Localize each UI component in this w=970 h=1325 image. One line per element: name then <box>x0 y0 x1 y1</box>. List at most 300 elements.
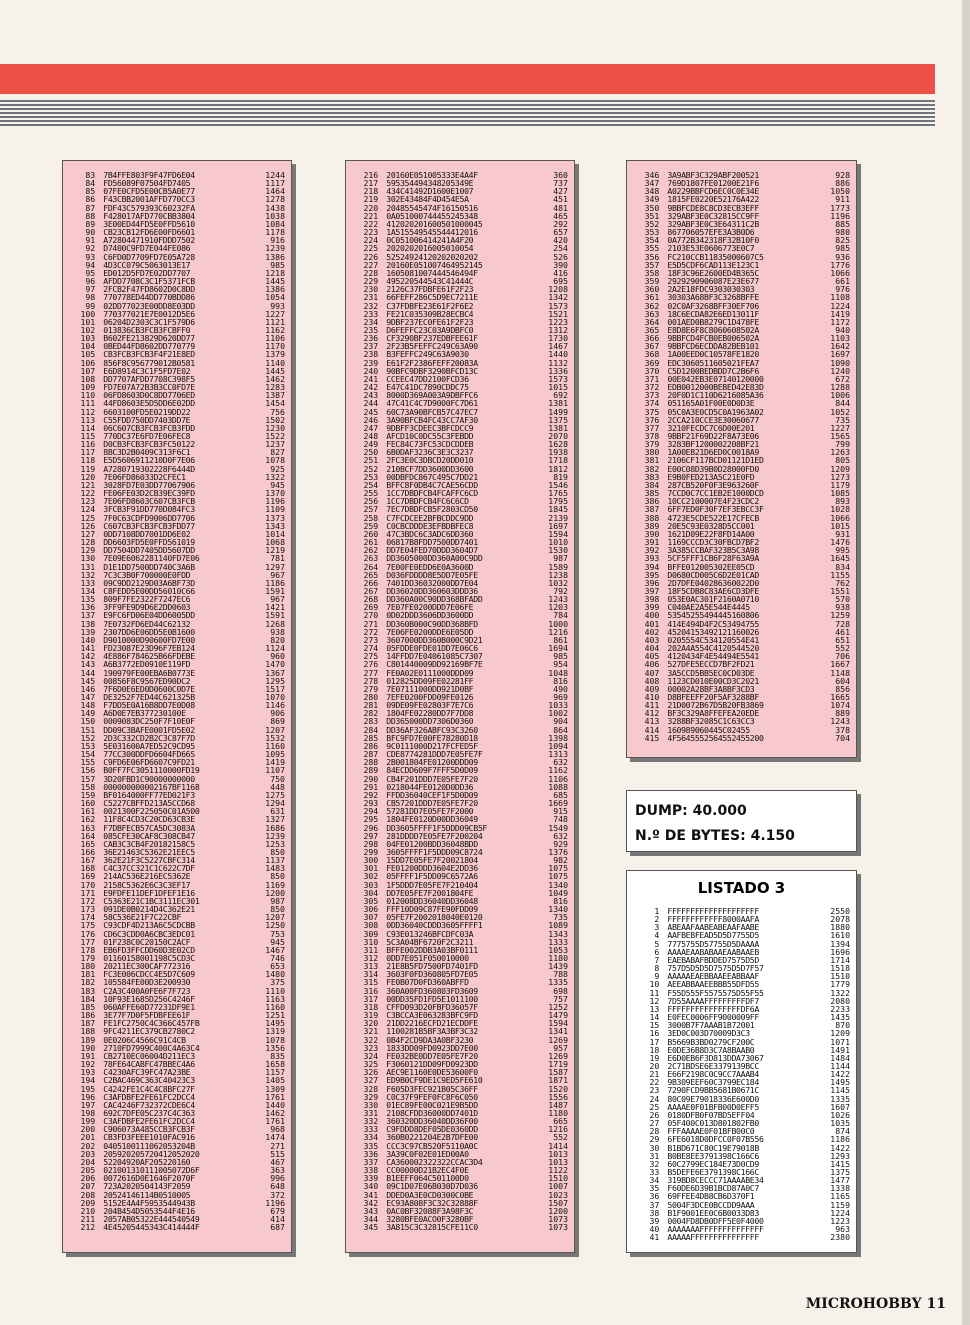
checksum: 292 <box>553 218 568 229</box>
listing-column-2 <box>345 160 575 1253</box>
checksum: 1050 <box>830 186 851 197</box>
line-number: 166 <box>80 846 96 857</box>
hex-data: 0E0206C4566C91C4CB <box>103 1034 186 1045</box>
checksum: 1507 <box>548 1197 568 1208</box>
line-number: 333 <box>363 1124 379 1135</box>
hex-data: 214AC536E216EC5362E <box>103 871 191 882</box>
hex-data: C9FDDD8DEF05DE0360DD <box>386 1124 478 1135</box>
line-number: 409 <box>644 683 660 694</box>
line-number: 167 <box>80 855 96 866</box>
hex-data: 00DBFDC867C495C7DD21 <box>386 471 478 482</box>
line-number: 230 <box>363 284 379 295</box>
line-number: 224 <box>363 235 379 246</box>
checksum: 1335 <box>830 1093 851 1104</box>
line-number: 150 <box>80 716 96 727</box>
hex-data: CC00000D21B2EC4F0E <box>386 1165 469 1176</box>
checksum: 835 <box>270 1050 285 1061</box>
hex-data: 3A9ABF3C329ABF200521 <box>667 170 759 180</box>
line-number: 157 <box>80 773 96 784</box>
hex-data: 36E21463C5362E21EEC5 <box>103 846 195 857</box>
checksum: 1336 <box>548 365 568 376</box>
hex-data: 11F8C4CD3C20CD63CB3E <box>103 814 195 825</box>
hex-data: 21D0072B67D5B20FB3869 <box>667 700 764 711</box>
hex-data: D0CB3FCB3FCB3FC50122 <box>103 439 195 450</box>
line-number: 169 <box>80 871 96 882</box>
line-number: 353 <box>644 227 660 238</box>
checksum: 915 <box>553 806 568 817</box>
line-number: 330 <box>363 1099 379 1110</box>
checksum: 526 <box>553 251 568 262</box>
line-number: 261 <box>363 537 379 548</box>
line-number: 178 <box>80 944 96 955</box>
checksum: 687 <box>270 1222 285 1233</box>
hex-data: 867706057EFE3A3B0D6 <box>667 227 755 238</box>
hex-data: C4C37CC321C1C622C7DF <box>103 863 195 874</box>
line-number: 365 <box>644 324 660 335</box>
checksum: 1071 <box>830 1036 851 1047</box>
hex-data: 723A2020504143F2059 <box>103 1181 191 1192</box>
checksum: 1495 <box>830 1077 851 1088</box>
checksum: 1812 <box>548 463 568 474</box>
checksum: 1313 <box>548 749 568 760</box>
checksum: 1015 <box>830 520 851 531</box>
checksum: 788 <box>553 969 568 980</box>
line-number: 231 <box>363 292 379 303</box>
hex-data: D7400C9FD7E044FE086 <box>103 243 191 254</box>
checksum: 1510 <box>830 971 851 982</box>
hex-data: 9DBFF3CDEEC3BFCDCC9 <box>386 422 474 433</box>
hex-data: 190979FE00EBA6B0773E <box>103 667 195 678</box>
checksum: 893 <box>835 496 851 507</box>
line-number: 102 <box>80 324 96 335</box>
hex-data: FD7E07A72B3B3CC0FD7E <box>103 382 195 393</box>
checksum: 1088 <box>548 781 568 792</box>
line-number: 256 <box>363 496 379 507</box>
line-number: 385 <box>644 488 660 499</box>
line-number: 111 <box>80 398 96 409</box>
checksum: 928 <box>835 170 851 180</box>
listado3-rows <box>635 907 850 1241</box>
line-number: 279 <box>363 683 379 694</box>
checksum: 911 <box>835 194 851 205</box>
line-number: 212 <box>80 1222 96 1233</box>
checksum: 1607 <box>830 1101 851 1112</box>
hex-data: 7F6D0E6ED0D0600C0D7E <box>103 683 195 694</box>
checksum: 1068 <box>265 537 285 548</box>
checksum: 1178 <box>265 227 285 238</box>
checksum: 931 <box>835 528 851 539</box>
checksum: 1157 <box>265 1067 285 1078</box>
line-number: 138 <box>80 618 96 629</box>
checksum: 271 <box>270 1140 285 1151</box>
hex-data: 0A772B342318F32B10F0 <box>667 235 759 246</box>
checksum: 1075 <box>548 871 568 882</box>
line-number: 90 <box>85 227 96 238</box>
checksum: 1066 <box>830 512 851 523</box>
checksum: 1477 <box>830 1175 851 1186</box>
hex-data: 7F0C63CDFD9006DD7706 <box>103 512 195 523</box>
checksum: 1243 <box>548 594 568 605</box>
line-number: 9 <box>654 971 660 982</box>
checksum: 1694 <box>548 643 568 654</box>
line-number: 318 <box>363 1001 379 1012</box>
line-number: 275 <box>363 651 379 662</box>
checksum: 1032 <box>548 577 568 588</box>
line-number: 269 <box>363 602 379 613</box>
line-number: 262 <box>363 545 379 556</box>
line-number: 323 <box>363 1042 379 1053</box>
line-number: 28 <box>649 1126 660 1137</box>
line-number: 123 <box>80 496 96 507</box>
hex-data: F428017AFD770CBB3804 <box>103 210 195 221</box>
checksum: 1200 <box>548 1205 568 1216</box>
checksum: 1484 <box>830 1052 851 1063</box>
line-number: 100 <box>80 308 96 319</box>
checksum: 1587 <box>548 1067 568 1078</box>
hex-data: DD3605FFFF1F5DDD09CB5F <box>386 822 487 833</box>
line-number: 33 <box>649 1167 660 1177</box>
line-number: 199 <box>80 1116 96 1127</box>
line-number: 206 <box>80 1173 96 1184</box>
line-number: 134 <box>80 585 96 596</box>
checksum: 1495 <box>265 1018 285 1029</box>
hex-data: E6D0EB6F3D813DDA73067 <box>667 1052 764 1063</box>
line-number: 108 <box>80 373 96 384</box>
line-number: 367 <box>644 341 660 352</box>
hex-data: 01EC89FE00C021E9B5DD <box>386 1099 478 1110</box>
hex-data: 0021300F225050C01A500 <box>103 806 200 817</box>
line-number: 173 <box>80 904 96 915</box>
line-number: 373 <box>644 390 660 401</box>
hex-data: DDED0A3E0CD0300C0BE <box>386 1189 474 1200</box>
checksum: 1779 <box>830 979 851 990</box>
page-footer <box>806 1296 946 1312</box>
line-number: 272 <box>363 626 379 637</box>
line-number: 192 <box>80 1059 96 1070</box>
checksum: 1196 <box>830 210 851 221</box>
hex-data: 20524146114B0510005 <box>103 1189 191 1200</box>
hex-data: 3FCB3F91DD770D084FC3 <box>103 504 195 515</box>
checksum: 1665 <box>830 692 851 702</box>
hex-data: 66FEFF286C5D9EC7211E <box>386 292 478 303</box>
line-number: 378 <box>644 431 660 441</box>
line-number: 234 <box>363 316 379 327</box>
line-number: 38 <box>649 1207 660 1218</box>
line-number: 369 <box>644 357 660 368</box>
hex-data: 0AC0BF32088F3A98F3C <box>386 1205 474 1216</box>
checksum: 995 <box>835 545 851 556</box>
checksum: 746 <box>270 953 285 963</box>
checksum: 1440 <box>548 349 568 360</box>
hex-data: C55FDD750DD7403DD7E <box>103 414 191 425</box>
line-number: 172 <box>80 895 96 906</box>
hex-data: 2158C5362E6C3C3EF17 <box>103 879 191 890</box>
line-number: 357 <box>644 259 660 270</box>
checksum: 820 <box>270 634 285 645</box>
line-number: 338 <box>363 1165 379 1176</box>
checksum: 1078 <box>265 1034 285 1045</box>
hex-data: 06204D2303C3C1F579D6 <box>103 316 195 327</box>
line-number: 223 <box>363 227 379 238</box>
line-number: 242 <box>363 382 379 393</box>
checksum: 1090 <box>830 357 851 368</box>
hex-data: DD09C3BAFE0001FD5E02 <box>103 724 195 735</box>
line-number: 1 <box>654 906 660 916</box>
hex-data: 3283BF1200002208BF21 <box>667 439 759 450</box>
checksum: 1107 <box>265 765 285 776</box>
hex-data: 1100281B5BF3A3BF3C32 <box>386 1026 478 1037</box>
checksum: 1394 <box>830 938 851 949</box>
line-number: 216 <box>363 170 379 180</box>
checksum: 1224 <box>830 300 851 311</box>
line-number: 188 <box>80 1026 96 1037</box>
hex-data: 204B454D5053544F4E16 <box>103 1205 195 1216</box>
line-number: 99 <box>85 300 96 311</box>
hex-data: 4E886F784625B66FDEBE <box>103 651 195 662</box>
line-number: 140 <box>80 634 96 645</box>
line-number: 4 <box>654 930 660 941</box>
checksum: 825 <box>835 235 851 246</box>
hex-data: 3ED0C003D70009D3C3 <box>667 1028 750 1039</box>
hex-data: D9010000D90600FD7E00 <box>103 634 195 645</box>
dump-info-box <box>626 790 857 852</box>
hex-data: 0180DFB0F07BD5EFF04 <box>667 1109 755 1120</box>
hex-data: 05FDDE0FDE01DD7E06C6 <box>386 643 478 654</box>
hex-data: A7280719302228F6444D <box>103 463 195 474</box>
checksum: 1520 <box>548 1083 568 1094</box>
line-number: 401 <box>644 618 660 629</box>
hex-data: C3BCCA3E063283BFC9FD <box>386 1010 478 1021</box>
hex-data: E9FDFE11DEF1DFEF1E16 <box>103 887 195 898</box>
hex-data: 2020202016005010054 <box>386 243 474 254</box>
hex-data: 769D1807FE01200E21F6 <box>667 178 759 189</box>
line-number: 152 <box>80 732 96 743</box>
line-number: 370 <box>644 365 660 376</box>
line-number: 101 <box>80 316 96 327</box>
checksum: 1066 <box>830 267 851 278</box>
line-number: 236 <box>363 333 379 344</box>
checksum: 1591 <box>265 585 285 596</box>
line-number: 239 <box>363 357 379 368</box>
hex-data: 3210FECDC7C6D00E201 <box>667 422 755 433</box>
hex-data: C906073A485CCB3FCB3F <box>103 1124 195 1135</box>
hex-data: FD56089F07504FD7405 <box>103 178 191 189</box>
line-number: 342 <box>363 1197 379 1208</box>
listing-column-3-rows <box>635 171 850 742</box>
line-number: 98 <box>85 292 96 303</box>
listing-column-2-rows <box>354 171 568 1231</box>
hex-data: 7EC7DBDFCB5F2803CD50 <box>386 504 478 515</box>
line-number: 246 <box>363 414 379 425</box>
line-number: 20 <box>649 1060 660 1071</box>
hex-data: FE0A02E0111000DDD09 <box>386 667 474 678</box>
hex-data: 1A515549545544412016 <box>386 227 478 238</box>
checksum: 1667 <box>830 659 851 670</box>
line-number: 241 <box>363 373 379 384</box>
line-number: 156 <box>80 765 96 776</box>
line-number: 235 <box>363 324 379 335</box>
hex-data: 4F5645552564552455200 <box>667 732 764 743</box>
checksum: 1121 <box>265 316 285 327</box>
hex-data: 10CC2100007E4F23CDC2 <box>667 496 759 507</box>
checksum: 1367 <box>265 667 285 678</box>
line-number: 276 <box>363 659 379 670</box>
line-number: 202 <box>80 1140 96 1151</box>
checksum: 704 <box>835 732 851 743</box>
checksum: 672 <box>835 373 851 384</box>
hex-data: 9BBFCD4FCB0EB006502A <box>667 333 759 344</box>
hex-data: F60DE6D39B1BCD87A0C7 <box>667 1183 759 1194</box>
checksum: 1106 <box>548 773 568 784</box>
checksum: 969 <box>553 692 568 702</box>
checksum: 1319 <box>265 1026 285 1037</box>
line-number: 343 <box>363 1205 379 1216</box>
hex-data: 770778ED44DD770BDD86 <box>103 292 195 303</box>
hex-data: 000000000002167BF1168 <box>103 781 200 792</box>
checksum: 1216 <box>548 626 568 637</box>
hex-data: 2103E53E0606773E0C7 <box>667 243 755 254</box>
line-number: 358 <box>644 267 660 278</box>
line-number: 299 <box>363 846 379 857</box>
line-number: 190 <box>80 1042 96 1053</box>
hex-data: E61F2F2386FEFF20083A <box>386 357 478 368</box>
checksum: 1162 <box>548 765 568 776</box>
line-number: 251 <box>363 455 379 466</box>
checksum: 1521 <box>548 308 568 319</box>
hex-data: AEEABBAAEEBBB55DFD55 <box>667 979 759 990</box>
checksum: 1028 <box>830 504 851 515</box>
checksum: 1132 <box>548 357 568 368</box>
checksum: 1387 <box>265 390 285 401</box>
checksum: 748 <box>553 814 568 825</box>
checksum: 1439 <box>548 961 568 972</box>
checksum: 1186 <box>265 577 285 588</box>
line-number: 12 <box>649 995 660 1006</box>
line-number: 360 <box>644 284 660 295</box>
line-number: 87 <box>85 202 96 213</box>
hex-data: 205920205720412052020 <box>103 1148 200 1159</box>
hex-data: FE0B07D0FD360ABFFD <box>386 977 469 988</box>
checksum: 1224 <box>830 1207 851 1218</box>
hex-data: F7DD5E0A16B8DD7E0D08 <box>103 700 195 711</box>
line-number: 132 <box>80 569 96 580</box>
line-number: 204 <box>80 1156 96 1167</box>
hex-data: 2929290906087E23E677 <box>667 276 759 287</box>
line-number: 334 <box>363 1132 379 1143</box>
checksum: 372 <box>270 1189 285 1200</box>
checksum: 819 <box>553 471 568 482</box>
hex-data: 0009083DC250F7F10E0F <box>103 716 195 727</box>
hex-data: 52524924120202020202 <box>386 251 478 262</box>
checksum: 1714 <box>830 954 851 965</box>
line-number: 285 <box>363 732 379 743</box>
hex-data: 20F0D1C110D6216085A36 <box>667 390 764 401</box>
checksum: 967 <box>270 569 285 580</box>
checksum: 651 <box>835 634 851 645</box>
checksum: 1375 <box>548 414 568 425</box>
checksum: 1243 <box>830 716 851 727</box>
line-number: 145 <box>80 675 96 686</box>
hex-data: 5CF5FFF1CB6F28F63A9A <box>667 553 759 564</box>
hex-data: FD23087E23D96F7EB124 <box>103 643 195 654</box>
line-number: 187 <box>80 1018 96 1029</box>
line-number: 170 <box>80 879 96 890</box>
checksum: 1110 <box>265 985 285 996</box>
line-number: 332 <box>363 1116 379 1127</box>
hex-data: 07FE0CFD5E00CB5A0E77 <box>103 186 195 197</box>
hex-data: E9FC6FD06E04DD6005DD <box>103 610 195 621</box>
line-number: 371 <box>644 373 660 384</box>
hex-data: CD6C3CDD0A6CBC3EDC01 <box>103 928 195 939</box>
hex-data: BFFE012005302EE05CD <box>667 561 755 572</box>
hex-data: 362E21F3C5227CBFC314 <box>103 855 195 866</box>
hex-data: 7E07111000DD921D0BF <box>386 683 474 694</box>
line-number: 376 <box>644 414 660 425</box>
checksum: 375 <box>270 977 285 988</box>
line-number: 263 <box>363 553 379 564</box>
line-number: 282 <box>363 708 379 719</box>
hex-data: 091DE0B0214D4C362E21 <box>103 904 195 915</box>
checksum: 1283 <box>265 382 285 393</box>
line-number: 25 <box>649 1101 660 1112</box>
checksum: 1208 <box>548 284 568 295</box>
hex-data: C7FCDCEE2BFBCDDC9DD <box>386 512 474 523</box>
hex-data: FFFFFFFFFFFFFFFFDF6A <box>667 1003 759 1014</box>
checksum: 1309 <box>265 1083 285 1094</box>
line-number: 322 <box>363 1034 379 1045</box>
line-number: 384 <box>644 479 660 490</box>
checksum: 1223 <box>548 316 568 327</box>
checksum: 1073 <box>548 1214 568 1224</box>
line-number: 396 <box>644 577 660 588</box>
checksum: 737 <box>553 178 568 189</box>
line-number: 164 <box>80 830 96 841</box>
hex-data: DD6603FD5E0FFD561019 <box>103 537 195 548</box>
hex-data: 2057AB05322E444540549 <box>103 1214 200 1224</box>
checksum: 834 <box>835 561 851 572</box>
line-number: 229 <box>363 276 379 287</box>
hex-data: CB57201DDD7E05FE7F20 <box>386 798 478 809</box>
hex-data: E5D5CDF6CAD113E123C1 <box>667 259 759 270</box>
line-number: 354 <box>644 235 660 246</box>
line-number: 153 <box>80 740 96 751</box>
checksum: 938 <box>270 626 285 637</box>
checksum: 1095 <box>265 749 285 760</box>
checksum: 985 <box>835 243 851 254</box>
line-number: 179 <box>80 953 96 963</box>
line-number: 270 <box>363 610 379 621</box>
line-number: 30 <box>649 1142 660 1153</box>
hex-data: DD3605000DD360A00C9DD <box>386 553 483 564</box>
line-number: 162 <box>80 814 96 825</box>
line-number: 363 <box>644 308 660 319</box>
hex-data: 1A00EED0C10578FE1820 <box>667 349 759 360</box>
hex-data: 47C41C4C7D9000FC7D61 <box>386 398 478 409</box>
hex-data: 757D5D5D5D7575D5D7F57 <box>667 963 764 974</box>
hex-data: 085CFE30CAF8C308CB47 <box>103 830 195 841</box>
line-number: 307 <box>363 912 379 923</box>
checksum: 695 <box>553 276 568 287</box>
line-number: 254 <box>363 479 379 490</box>
checksum: 698 <box>553 985 568 996</box>
line-number: 163 <box>80 822 96 833</box>
line-number: 345 <box>363 1222 379 1233</box>
line-number: 281 <box>363 700 379 711</box>
line-number: 292 <box>363 789 379 800</box>
hex-data: ED9B0CF9DE1C9ED5FE610 <box>386 1075 483 1086</box>
line-number: 14 <box>649 1012 660 1023</box>
checksum: 889 <box>835 708 851 719</box>
